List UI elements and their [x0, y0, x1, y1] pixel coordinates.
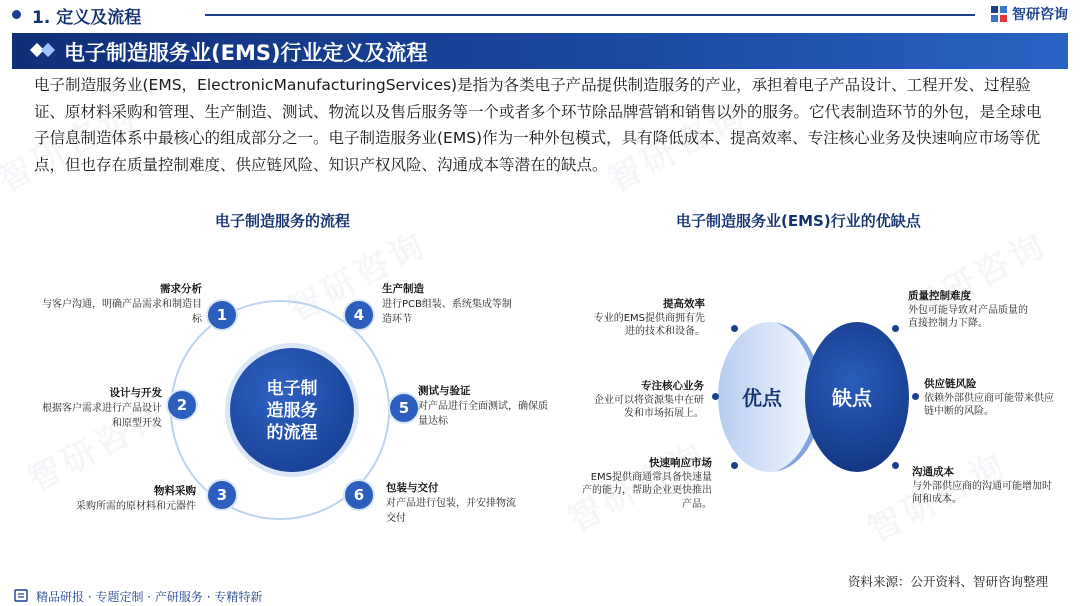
- title-banner: [12, 33, 1068, 69]
- disadvantage-desc: 外包可能导致对产品质量的直接控制力下降。: [908, 304, 1028, 329]
- step-desc: 进行PCB组装、系统集成等制造环节: [382, 299, 512, 325]
- disadvantage-title: 供应链风险: [924, 378, 977, 390]
- intro-paragraph: 电子制造服务业(EMS，ElectronicManufacturingServices)是指为各类电子产品提供制造服务的产业，承担着电子产品设计、工程开发、过程验证、原材料采购和管理、生产制造、测试、物流以及售后服务等一个或者多个环节除品牌营销和销售以外的服务。它代表制造环节的外包，是全球电子信息制造体系中最核心的组成部分之一。电子制造服务业(EMS)作为一种外包模式，具有降低成本、提高效率、专注核心业务及快速响应市场等优点，但也存在质量控制难度、供应链风险、知识产权风险、沟通成本等潜在的缺点。: [34, 76, 1042, 174]
- step-number-6: 6: [343, 479, 375, 511]
- step-number-1: 1: [206, 299, 238, 331]
- step-title: 设计与开发: [109, 387, 162, 399]
- advantage-desc: 专业的EMS提供商拥有先进的技术和设备。: [593, 312, 705, 337]
- step-6: [386, 481, 516, 526]
- connector-dot: [731, 325, 738, 332]
- advantages-label: 优点: [742, 386, 782, 410]
- step-3: [50, 484, 196, 514]
- disadvantage-title: 沟通成本: [912, 466, 954, 478]
- section-title: 1. 定义及流程: [32, 8, 142, 28]
- step-title: 物料采购: [154, 485, 196, 497]
- disadvantage-3: [912, 466, 1052, 507]
- connector-dot: [712, 393, 719, 400]
- advantage-desc: 企业可以将资源集中在研发和市场拓展上。: [594, 394, 704, 419]
- top-bar: [0, 0, 1080, 30]
- disadvantage-2: [924, 378, 1056, 419]
- diamond-icon: [41, 43, 55, 57]
- logo-icon: [990, 5, 1008, 23]
- advantage-3: [582, 457, 712, 511]
- proscons-title: 电子制造服务业(EMS)行业的优缺点: [676, 212, 921, 230]
- page-title: 电子制造服务业(EMS)行业定义及流程: [64, 41, 428, 65]
- logo: [990, 4, 1068, 24]
- step-title: 包装与交付: [386, 482, 439, 494]
- disadvantage-desc: 依赖外部供应商可能带来供应链中断的风险。: [924, 392, 1054, 417]
- advantage-desc: EMS提供商通常具备快速量产的能力，帮助企业更快推出产品。: [582, 471, 712, 510]
- step-number-5: 5: [388, 392, 420, 424]
- report-icon: [14, 589, 28, 602]
- step-title: 需求分析: [160, 283, 202, 295]
- step-desc: 与客户沟通，明确产品需求和制造目标: [42, 299, 202, 325]
- advantage-title: 提高效率: [663, 298, 705, 310]
- step-number-2: 2: [166, 389, 198, 421]
- advantage-2: [586, 380, 704, 421]
- connector-dot: [731, 462, 738, 469]
- connector-dot: [912, 393, 919, 400]
- process-center-label: 电子制 造服务 的流程: [266, 379, 318, 443]
- disadvantage-1: [908, 290, 1036, 331]
- disadvantage-desc: 与外部供应商的沟通可能增加时间和成本。: [912, 480, 1052, 505]
- step-2: [36, 386, 162, 431]
- bullet-icon: [12, 10, 21, 19]
- footer-source: 资料来源：公开资料、智研咨询整理: [847, 574, 1048, 589]
- step-desc: 对产品进行包装，并安排物流交付: [386, 498, 516, 524]
- step-5: [418, 384, 550, 429]
- step-number-4: 4: [343, 299, 375, 331]
- disadvantage-title: 质量控制难度: [908, 290, 971, 302]
- logo-text: 智研咨询: [1012, 7, 1068, 23]
- advantage-title: 专注核心业务: [641, 380, 704, 392]
- advantage-1: [585, 298, 705, 339]
- process-center: [225, 343, 359, 477]
- step-desc: 采购所需的原材料和元器件: [76, 501, 196, 512]
- advantage-title: 快速响应市场: [649, 457, 712, 469]
- step-number-3: 3: [206, 479, 238, 511]
- step-desc: 根据客户需求进行产品设计和原型开发: [42, 403, 162, 429]
- step-4: [382, 282, 518, 327]
- step-desc: 对产品进行全面测试，确保质量达标: [418, 401, 548, 427]
- step-1: [40, 282, 202, 327]
- step-title: 生产制造: [382, 283, 424, 295]
- step-title: 测试与验证: [418, 385, 471, 397]
- connector-dot: [892, 325, 899, 332]
- connector-dot: [892, 462, 899, 469]
- disadvantages-label: 缺点: [832, 386, 872, 410]
- divider: [205, 14, 975, 16]
- footer-services: 精品研报 · 专题定制 · 产研服务 · 专精特新: [36, 590, 263, 604]
- process-title: 电子制造服务的流程: [215, 212, 351, 230]
